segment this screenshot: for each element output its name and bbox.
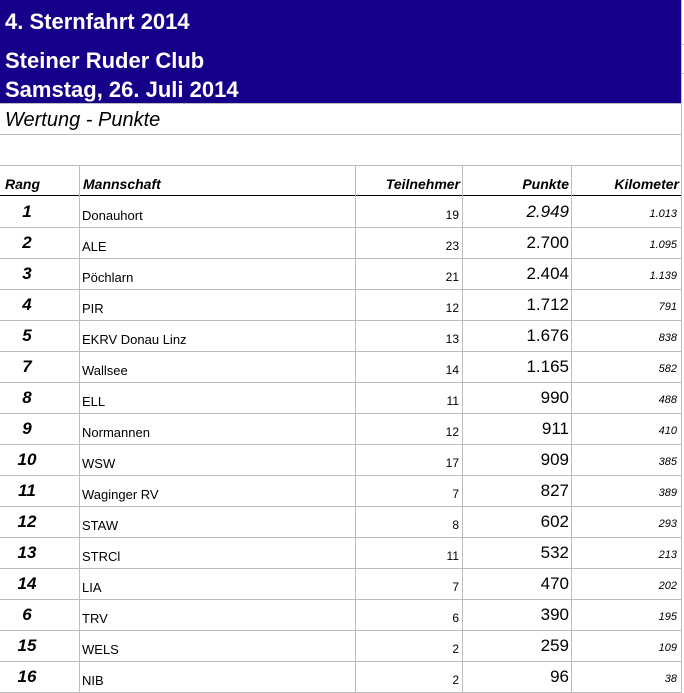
rang-cell: 12 — [17, 512, 37, 531]
column-header-punkte: Punkte — [522, 176, 569, 192]
punkte-cell: 2.404 — [526, 264, 569, 283]
rang-cell: 5 — [22, 326, 32, 345]
rang-cell: 2 — [22, 233, 32, 252]
teilnehmer-cell: 7 — [452, 580, 459, 594]
kilometer-cell: 582 — [658, 363, 677, 375]
teilnehmer-cell: 11 — [446, 549, 459, 563]
teilnehmer-cell: 19 — [445, 208, 459, 222]
rang-cell: 15 — [17, 636, 37, 655]
teilnehmer-cell: 12 — [445, 301, 459, 315]
mannschaft-cell: TRV — [82, 611, 108, 626]
punkte-cell: 259 — [540, 636, 569, 655]
section-subtitle: Wertung - Punkte — [5, 109, 161, 131]
rang-cell: 14 — [17, 574, 37, 593]
teilnehmer-cell: 8 — [452, 518, 459, 532]
punkte-cell: 96 — [550, 667, 569, 686]
table-row — [0, 258, 681, 289]
kilometer-cell: 293 — [658, 518, 677, 530]
punkte-cell: 2.700 — [526, 233, 569, 252]
punkte-cell: 2.949 — [526, 202, 569, 221]
mannschaft-cell: Donauhort — [82, 208, 143, 223]
grid-line — [0, 599, 681, 600]
punkte-cell: 1.676 — [526, 326, 569, 345]
table-row — [0, 289, 681, 320]
kilometer-cell: 838 — [658, 332, 677, 344]
grid-line — [0, 568, 681, 569]
teilnehmer-cell: 13 — [445, 332, 459, 346]
kilometer-cell: 791 — [658, 301, 677, 313]
rang-cell: 4 — [22, 295, 32, 314]
table-row — [0, 351, 681, 382]
punkte-cell: 909 — [540, 450, 569, 469]
punkte-cell: 827 — [540, 481, 569, 500]
rang-cell: 6 — [22, 605, 32, 624]
teilnehmer-cell: 17 — [445, 456, 459, 470]
kilometer-cell: 1.013 — [649, 208, 677, 220]
mannschaft-cell: Wallsee — [82, 363, 128, 378]
rang-cell: 7 — [22, 357, 32, 376]
teilnehmer-cell: 2 — [452, 642, 459, 656]
event-date: Samstag, 26. Juli 2014 — [5, 77, 239, 102]
punkte-cell: 470 — [540, 574, 569, 593]
teilnehmer-cell: 12 — [445, 425, 459, 439]
mannschaft-cell: STRCl — [82, 549, 121, 564]
rang-cell: 8 — [22, 388, 32, 407]
table-row — [0, 382, 681, 413]
title-banner — [0, 0, 681, 103]
kilometer-cell: 109 — [658, 642, 677, 654]
grid-line — [0, 630, 681, 631]
grid-line — [0, 134, 681, 135]
kilometer-cell: 1.095 — [649, 239, 677, 251]
column-divider — [462, 165, 463, 693]
rang-cell: 11 — [18, 481, 36, 500]
table-row — [0, 227, 681, 258]
mannschaft-cell: LIA — [82, 580, 102, 595]
rang-cell: 3 — [22, 264, 32, 283]
punkte-cell: 911 — [541, 419, 569, 438]
column-divider — [571, 165, 572, 693]
teilnehmer-cell: 11 — [446, 394, 459, 408]
table-row — [0, 599, 681, 630]
punkte-cell: 990 — [540, 388, 569, 407]
grid-line — [0, 289, 681, 290]
mannschaft-cell: Waginger RV — [82, 487, 159, 502]
teilnehmer-cell: 2 — [452, 673, 459, 687]
teilnehmer-cell: 6 — [452, 611, 459, 625]
kilometer-cell: 385 — [658, 456, 677, 468]
column-header-teilnehmer: Teilnehmer — [385, 176, 460, 192]
table-row — [0, 196, 681, 227]
column-divider — [355, 165, 356, 693]
mannschaft-cell: Normannen — [82, 425, 150, 440]
table-row — [0, 413, 681, 444]
kilometer-cell: 1.139 — [649, 270, 677, 282]
grid-line — [0, 227, 681, 228]
mannschaft-cell: WSW — [82, 456, 116, 471]
grid-line — [0, 165, 681, 166]
table-row — [0, 475, 681, 506]
column-header-rang: Rang — [5, 176, 40, 192]
punkte-cell: 390 — [540, 605, 569, 624]
mannschaft-cell: PIR — [82, 301, 104, 316]
punkte-cell: 532 — [540, 543, 569, 562]
kilometer-cell: 488 — [658, 394, 677, 406]
mannschaft-cell: STAW — [82, 518, 119, 533]
column-header-kilometer: Kilometer — [614, 176, 679, 192]
kilometer-cell: 38 — [664, 673, 677, 685]
rang-cell: 9 — [22, 419, 32, 438]
grid-line — [0, 351, 681, 352]
grid-line — [0, 444, 681, 445]
table-row — [0, 506, 681, 537]
event-title: 4. Sternfahrt 2014 — [5, 9, 190, 34]
kilometer-cell: 195 — [658, 611, 677, 623]
teilnehmer-cell: 7 — [452, 487, 459, 501]
grid-line — [0, 537, 681, 538]
kilometer-cell: 213 — [658, 549, 677, 561]
rang-cell: 16 — [17, 667, 37, 686]
grid-line — [0, 661, 681, 662]
grid-line — [0, 103, 681, 104]
table-row — [0, 568, 681, 599]
kilometer-cell: 410 — [658, 425, 677, 437]
mannschaft-cell: WELS — [82, 642, 119, 657]
mannschaft-cell: Pöchlarn — [82, 270, 134, 285]
rang-cell: 10 — [17, 450, 37, 469]
punkte-cell: 602 — [540, 512, 569, 531]
column-divider — [79, 165, 80, 693]
club-name: Steiner Ruder Club — [5, 48, 205, 73]
teilnehmer-cell: 14 — [445, 363, 459, 377]
mannschaft-cell: NIB — [82, 673, 104, 688]
punkte-cell: 1.712 — [526, 295, 569, 314]
table-row — [0, 444, 681, 475]
grid-line — [0, 258, 681, 259]
kilometer-cell: 389 — [658, 487, 677, 499]
mannschaft-cell: ELL — [82, 394, 106, 409]
grid-line — [0, 413, 681, 414]
grid-line — [0, 320, 681, 321]
table-row — [0, 320, 681, 351]
rang-cell: 1 — [22, 202, 32, 221]
kilometer-cell: 202 — [658, 580, 677, 592]
rang-cell: 13 — [17, 543, 37, 562]
grid-line — [0, 475, 681, 476]
teilnehmer-cell: 21 — [445, 270, 459, 284]
column-divider — [681, 0, 682, 693]
grid-line — [0, 382, 681, 383]
punkte-cell: 1.165 — [526, 357, 569, 376]
grid-line — [0, 506, 681, 507]
teilnehmer-cell: 23 — [445, 239, 459, 253]
mannschaft-cell: ALE — [82, 239, 107, 254]
table-row — [0, 537, 681, 568]
table-row — [0, 630, 681, 661]
column-header-mannschaft: Mannschaft — [83, 176, 161, 192]
table-row — [0, 661, 681, 692]
mannschaft-cell: EKRV Donau Linz — [82, 332, 187, 347]
